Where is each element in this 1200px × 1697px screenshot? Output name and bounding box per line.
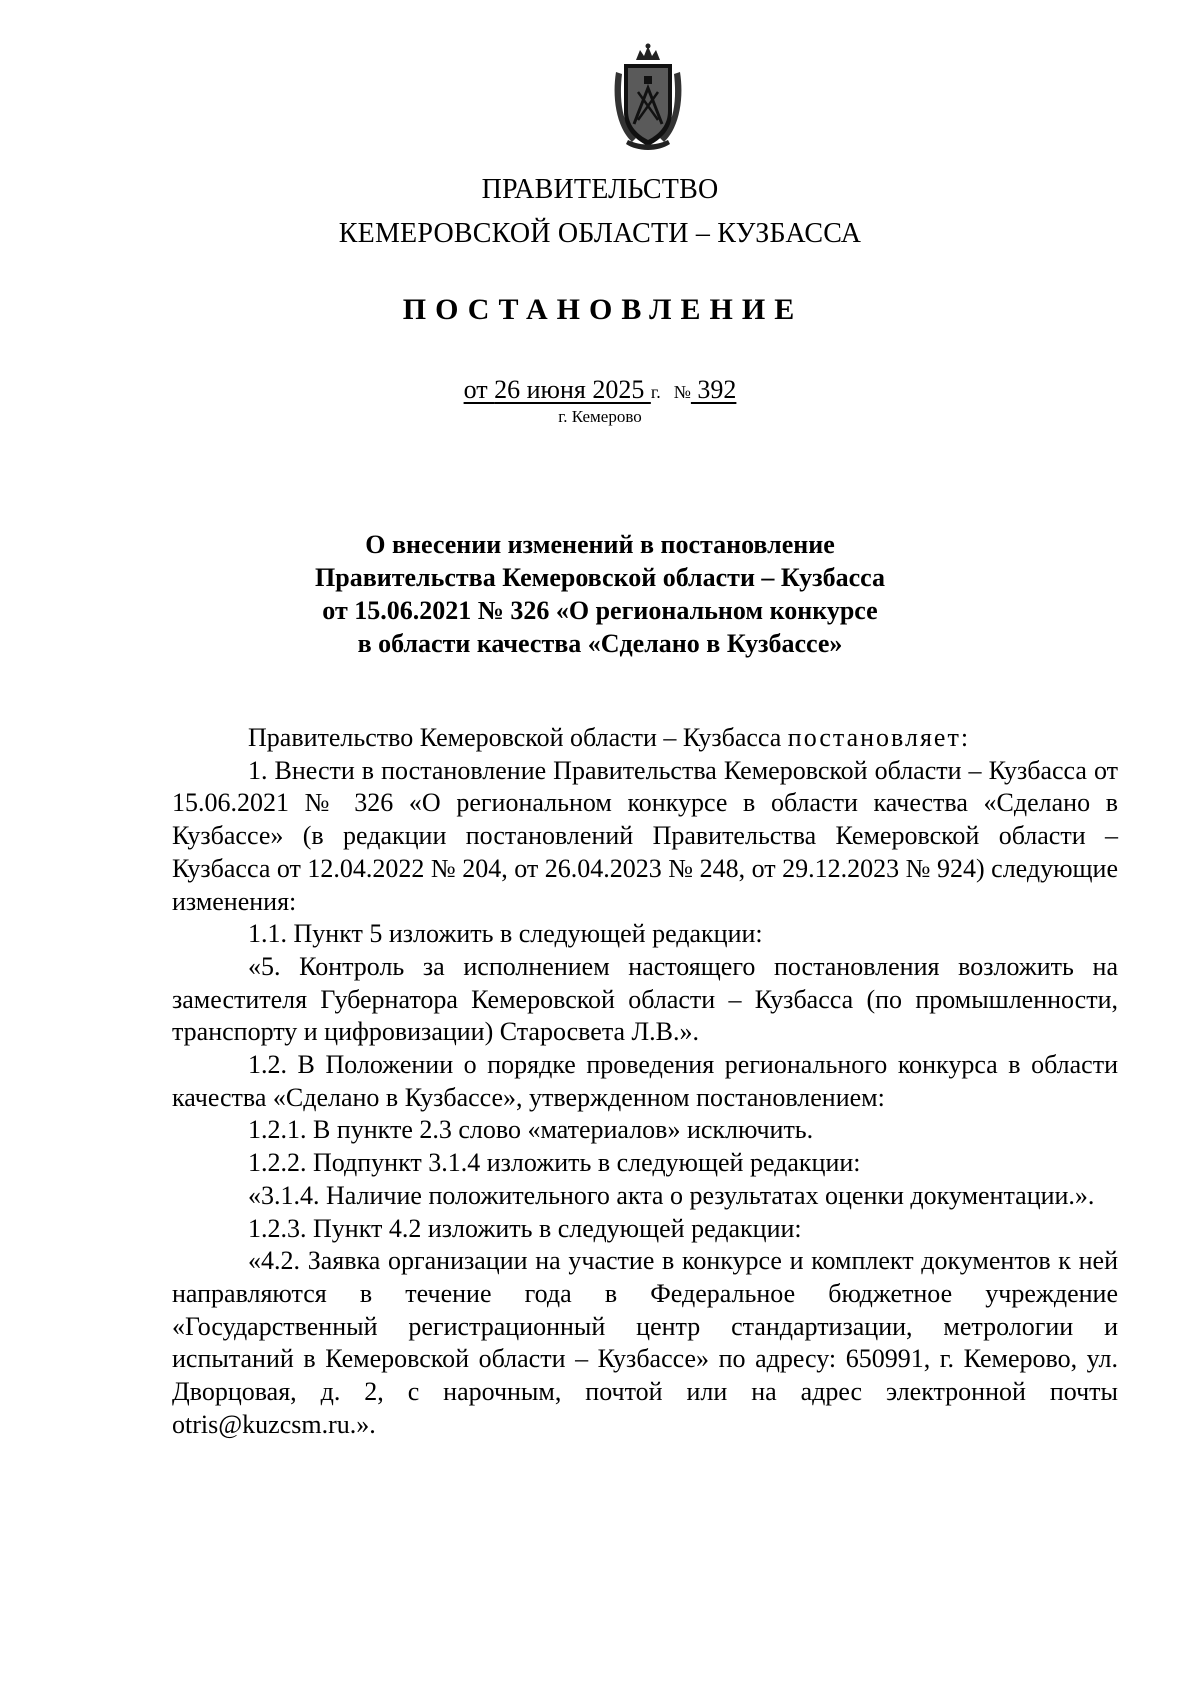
paragraph-4-2-quote: «4.2. Заявка организации на участие в конкурсе и комплект документов к ней направляются в течение года в Федеральное бюджетное учреждение «Государственный регистрационный центр стандартизации, метрологии и испытаний в Кемеровской области – Кузбассе» по адресу: 650991, г. Кемерово, ул. Дворцовая, д. 2, с нарочным, почтой или на адрес электронной почты otris@kuzcsm.ru.». — [172, 1246, 1118, 1439]
paragraph-3-1-4-quote: «3.1.4. Наличие положительного акта о результатах оценки документации.». — [248, 1180, 1095, 1210]
document-body — [172, 722, 1118, 1441]
document-number: 392 — [690, 375, 737, 404]
document-type-title: ПОСТАНОВЛЕНИЕ — [402, 293, 804, 326]
date-text — [464, 375, 651, 404]
intro-paragraph — [172, 722, 1118, 755]
org-name-line2: КЕМЕРОВСКОЙ ОБЛАСТИ – КУЗБАССА — [338, 218, 862, 249]
coat-of-arms-icon — [610, 42, 686, 154]
date-suffix: г. — [650, 382, 661, 402]
city-label: г. Кемерово — [558, 407, 642, 426]
date-value: 26 июня 2025 — [494, 375, 651, 404]
intro-verb: постановляет — [787, 723, 961, 752]
intro-end: : — [960, 723, 969, 752]
number-sign: № — [673, 382, 691, 402]
document-heading — [0, 528, 1200, 660]
org-name-line1: ПРАВИТЕЛЬСТВО — [481, 174, 719, 205]
paragraph-1-1: 1.1. Пункт 5 изложить в следующей редакции: — [248, 919, 763, 949]
paragraph-5-quote: «5. Контроль за исполнением настоящего постановления возложить на заместителя Губернатора Кемеровской области – Кузбасса (по промышленности, транспорту и цифровизации) Старосвета Л.В.». — [172, 951, 1118, 1047]
paragraph-1: 1. Внести в постановление Правительства Кемеровской области – Кузбасса от 15.06.2021 № 326 «О региональном конкурсе в области качества «Сделано в Кузбассе» (в редакции постановлений Правительства Кемеровской области – Кузбасса от 12.04.2022 № 204, от 26.04.2023 № 248, от 29.12.2023 № 924) следующие изменения: — [172, 755, 1118, 916]
paragraph-1-2: 1.2. В Положении о порядке проведения регионального конкурса в области качества «Сделано в Кузбассе», утвержденном постановлением: — [172, 1050, 1118, 1112]
heading-line1: О внесении изменений в постановление — [365, 530, 835, 559]
date-prefix: от — [463, 375, 495, 404]
heading-line3: от 15.06.2021 № 326 «О региональном конкурсе — [322, 596, 878, 625]
paragraph-1-2-2: 1.2.2. Подпункт 3.1.4 изложить в следующей редакции: — [248, 1148, 861, 1178]
heading-line4: в области качества «Сделано в Кузбассе» — [357, 629, 843, 658]
heading-line2: Правительства Кемеровской области – Кузбасса — [315, 563, 885, 592]
date-number-line — [0, 374, 1200, 408]
intro-text: Правительство Кемеровской области – Кузбасса — [248, 723, 788, 752]
paragraph-1-2-1: 1.2.1. В пункте 2.3 слово «материалов» исключить. — [248, 1115, 814, 1145]
paragraph-1-2-3: 1.2.3. Пункт 4.2 изложить в следующей редакции: — [248, 1213, 802, 1243]
